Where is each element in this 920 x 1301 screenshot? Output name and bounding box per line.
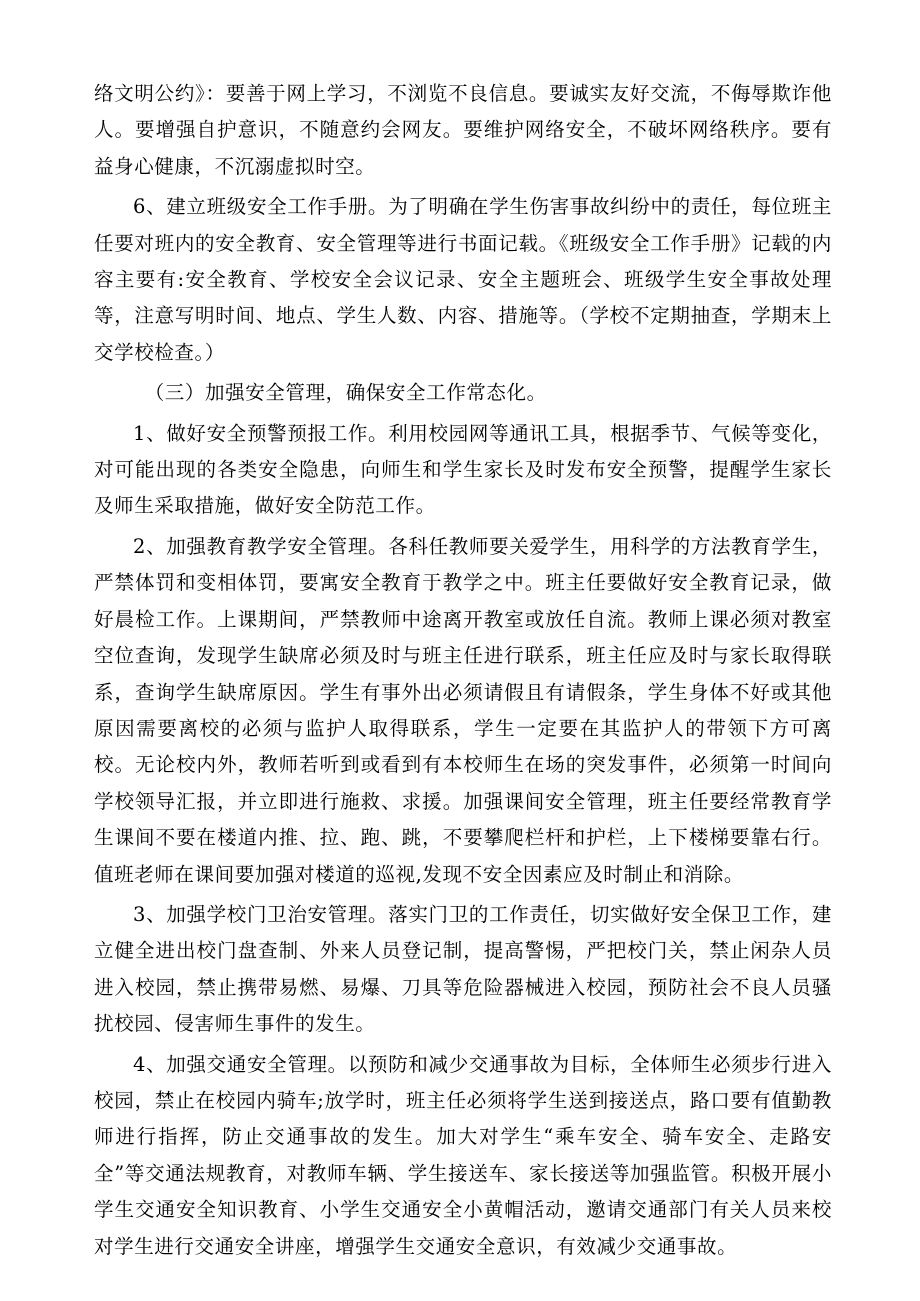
paragraph-item-3-3: 3、加强学校门卫治安管理。落实门卫的工作责任，切实做好安全保卫工作，建立健全进出校门盘查制、外来人员登记制，提高警惕，严把校门关，禁止闲杂人员进入校园，禁止携带易燃、易爆、刀具等危险器械进入校园，预防社会不良人员骚扰校园、侵害师生事件的发生。 [94, 902, 832, 1036]
document-page [94, 76, 832, 1265]
paragraph-continuation: 络文明公约》：要善于网上学习，不浏览不良信息。要诚实友好交流，不侮辱欺诈他人。要增强自护意识，不随意约会网友。要维护网络安全，不破坏网络秩序。要有益身心健康，不沉溺虚拟时空。 [94, 82, 832, 178]
paragraph-item-3-2: 2、加强教育教学安全管理。各科任教师要关爱学生，用科学的方法教育学生，严禁体罚和变相体罚，要寓安全教育于教学之中。班主任要做好安全教育记录，做好晨检工作。上课期间，严禁教师中途离开教室或放任自流。教师上课必须对教室空位查询，发现学生缺席必须及时与班主任进行联系，班主任应及时与家长取得联系，查询学生缺席原因。学生有事外出必须请假且有请假条，学生身体不好或其他原因需要离校的必须与监护人取得联系，学生一定要在其监护人的带领下方可离校。无论校内外，教师若听到或看到有本校师生在场的突发事件，必须第一时间向学校领导汇报，并立即进行施救、求援。加强课间安全管理，班主任要经常教育学生课间不要在楼道内推、拉、跑、跳，不要攀爬栏杆和护栏，上下楼梯要靠右行。值班老师在课间要加强对楼道的巡视,发现不安全因素应及时制止和消除。 [94, 534, 832, 886]
paragraph-item-3-1: 1、做好安全预警预报工作。利用校园网等通讯工具，根据季节、气候等变化，对可能出现的各类安全隐患，向师生和学生家长及时发布安全预警，提醒学生家长及师生采取措施，做好安全防范工作。 [94, 421, 832, 518]
section-heading-3: （三）加强安全管理，确保安全工作常态化。 [144, 381, 547, 405]
paragraph-item-3-4: 4、加强交通安全管理。以预防和减少交通事故为目标，全体师生必须步行进入校园，禁止在校园内骑车;放学时，班主任必须将学生送到接送点，路口要有值勤教师进行指挥，防止交通事故的发生。加大对学生“乘车安全、骑车安全、走路安全”等交通法规教育，对教师车辆、学生接送车、家长接送等加强监管。积极开展小学生交通安全知识教育、小学生交通安全小黄帽活动，邀请交通部门有关人员来校对学生进行交通安全讲座，增强学生交通安全意识，有效减少交通事故。 [94, 1052, 832, 1258]
paragraph-item-6: 6、建立班级安全工作手册。为了明确在学生伤害事故纠纷中的责任，每位班主任要对班内的安全教育、安全管理等进行书面记载。《班级安全工作手册》记载的内容主要有:安全教育、学校安全会议记录、安全主题班会、班级学生安全事故处理等，注意写明时间、地点、学生人数、内容、措施等。（学校不定期抽查，学期末上交学校检查。） [94, 195, 832, 364]
